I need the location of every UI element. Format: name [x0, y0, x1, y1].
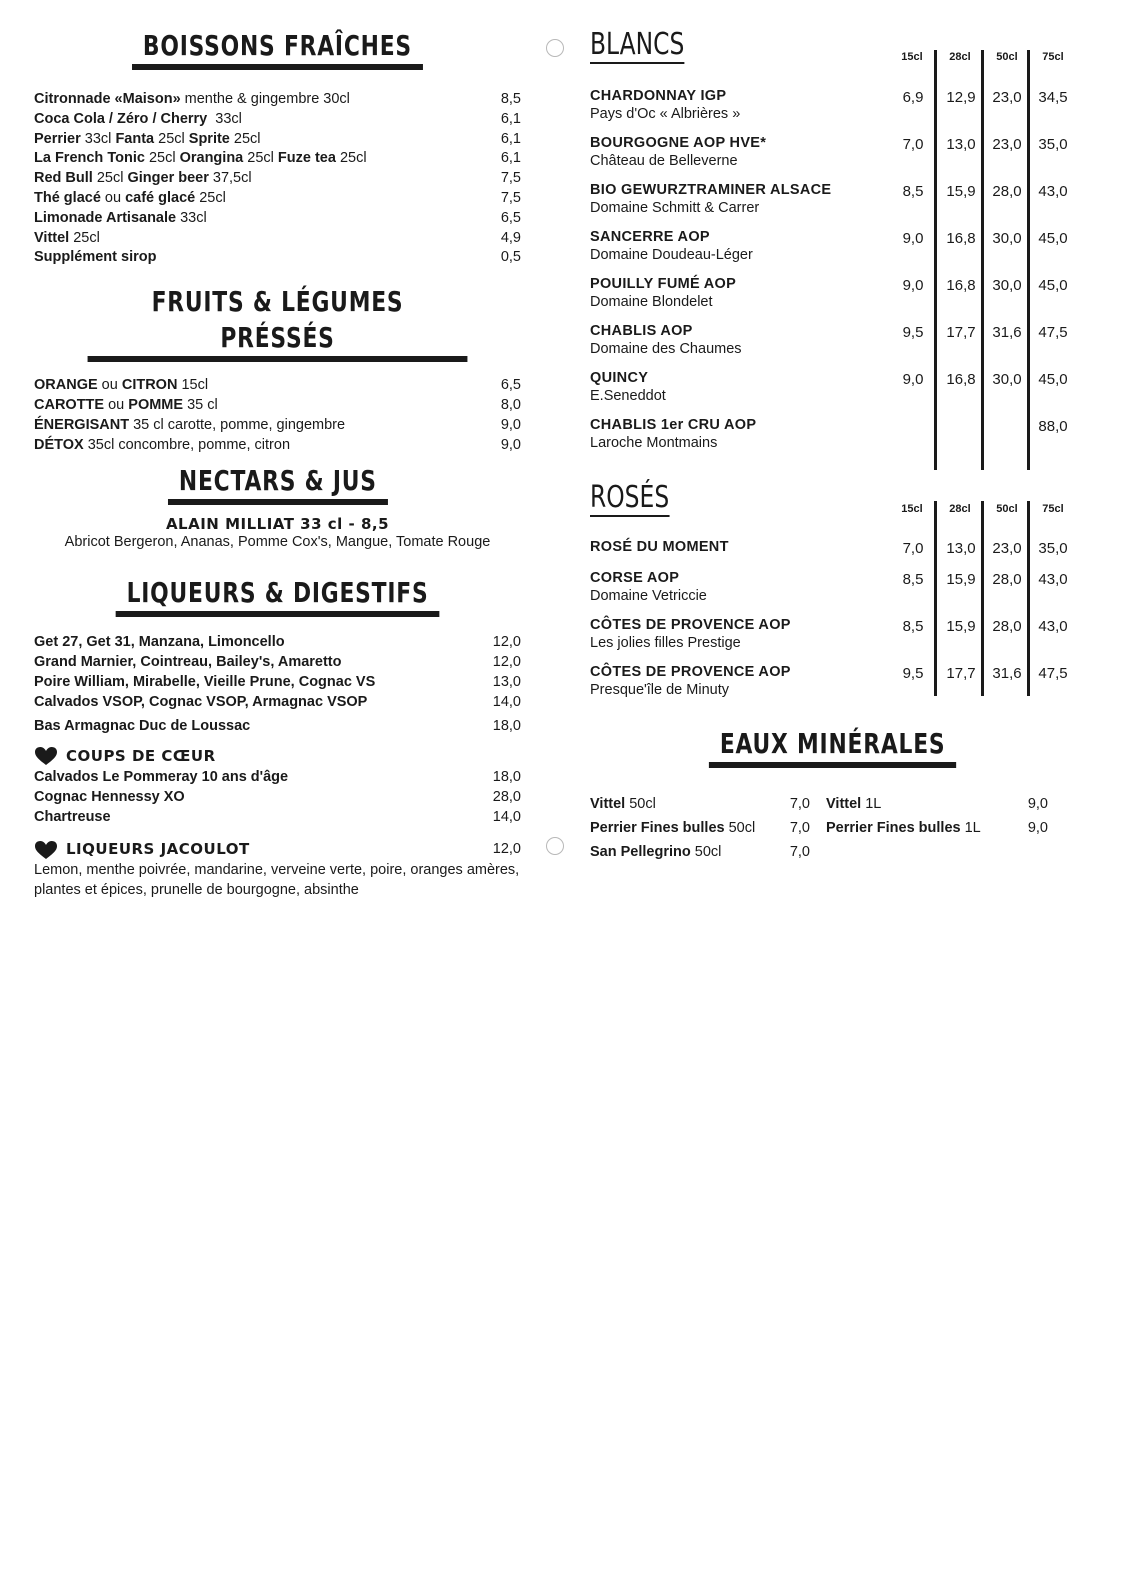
heart-icon [34, 746, 58, 766]
wine-name: ROSÉ DU MOMENT [590, 539, 729, 555]
nectars-block [34, 515, 521, 551]
wine-price: 30,0 [992, 277, 1022, 294]
heart-icon [34, 840, 58, 860]
size-header: 28cl [949, 51, 971, 63]
wine-price: 43,0 [1038, 183, 1068, 200]
coups-de-coeur-heading: COUPS DE CŒUR [34, 746, 521, 766]
wine-price: 47,5 [1038, 665, 1068, 682]
list-item: Coca Cola / Zéro / Cherry 33cl 6,1 [34, 110, 521, 127]
wine-producer: Domaine des Chaumes [590, 341, 742, 357]
fruits-heading: FRUITS & LÉGUMES PRÉSSÉS [34, 284, 521, 362]
list-item: Cognac Hennessy XO 28,0 [34, 789, 521, 806]
wine-price: 15,9 [946, 571, 976, 588]
wine-price: 16,8 [946, 230, 976, 247]
eaux-heading: EAUX MINÉRALES [590, 726, 1076, 768]
list-item: Limonade Artisanale 33cl 6,5 [34, 209, 521, 226]
wine-producer: Domaine Blondelet [590, 294, 713, 310]
list-item: Poire William, Mirabelle, Vieille Prune, Cognac VS 13,0 [34, 673, 521, 690]
wine-price: 34,5 [1038, 89, 1068, 106]
wine-producer: Les jolies filles Prestige [590, 635, 741, 651]
wine-price: 47,5 [1038, 324, 1068, 341]
wine-price: 23,0 [992, 540, 1022, 557]
left-column [34, 28, 521, 900]
size-header: 15cl [901, 503, 923, 515]
coups-list [34, 768, 521, 827]
roses-heading: ROSÉS [590, 480, 670, 515]
size-header: 75cl [1042, 503, 1064, 515]
wine-producer: E.Seneddot [590, 388, 666, 404]
wine-price: 8,5 [902, 571, 924, 588]
boissons-list [34, 90, 521, 268]
wine-row [590, 539, 1080, 570]
wine-price: 35,0 [1038, 540, 1068, 557]
wine-row [590, 229, 1080, 276]
nectars-flavours: Abricot Bergeron, Ananas, Pomme Cox's, Mangue, Tomate Rouge [64, 534, 491, 551]
wine-price: 35,0 [1038, 136, 1068, 153]
wine-producer: Presque'île de Minuty [590, 682, 729, 698]
wine-price: 16,8 [946, 371, 976, 388]
wine-row [590, 88, 1080, 135]
wine-row [590, 135, 1080, 182]
wine-price: 15,9 [946, 183, 976, 200]
list-item: Calvados Le Pommeray 10 ans d'âge 18,0 [34, 769, 521, 786]
wine-price: 6,9 [902, 89, 924, 106]
list-item: CAROTTE ou POMME 35 cl 8,0 [34, 396, 521, 413]
list-item: DÉTOX 35cl concombre, pomme, citron 9,0 [34, 436, 521, 453]
wine-row [590, 570, 1080, 617]
wine-producer: Pays d'Oc « Albrières » [590, 106, 741, 122]
size-header: 50cl [996, 503, 1018, 515]
wine-price: 28,0 [992, 183, 1022, 200]
liqueurs-heading: LIQUEURS & DIGESTIFS [34, 575, 521, 617]
wine-price: 31,6 [992, 324, 1022, 341]
wine-producer: Domaine Vetriccie [590, 588, 707, 604]
blancs-list [590, 88, 1080, 464]
roses-list [590, 539, 1080, 711]
wine-price: 8,5 [902, 183, 924, 200]
wine-price: 43,0 [1038, 618, 1068, 635]
wine-name: CORSE AOP [590, 570, 680, 586]
wine-price: 9,0 [902, 371, 924, 388]
wine-producer: Domaine Doudeau-Léger [590, 247, 753, 263]
list-item: Grand Marnier, Cointreau, Bailey's, Amaretto 12,0 [34, 654, 521, 671]
binder-hole-top [546, 39, 564, 57]
wine-price: 7,0 [902, 136, 924, 153]
wine-name: CHARDONNAY IGP [590, 88, 727, 104]
blancs-section [590, 28, 1080, 458]
wine-price: 8,5 [902, 618, 924, 635]
wine-producer: Laroche Montmains [590, 435, 718, 451]
wine-name: CÔTES DE PROVENCE AOP [590, 617, 791, 633]
size-header: 28cl [949, 503, 971, 515]
wine-price: 23,0 [992, 89, 1022, 106]
list-item: ORANGE ou CITRON 15cl 6,5 [34, 377, 521, 394]
list-item: ÉNERGISANT 35 cl carotte, pomme, gingembre 9,0 [34, 416, 521, 433]
wine-name: BIO GEWURZTRAMINER ALSACE [590, 182, 832, 198]
size-header: 15cl [901, 51, 923, 63]
list-item: Chartreuse 14,0 [34, 808, 521, 825]
blancs-heading: BLANCS [590, 27, 685, 62]
binder-hole-bottom [546, 837, 564, 855]
list-item: Vittel 50cl 7,0 [590, 796, 810, 812]
wine-price: 45,0 [1038, 277, 1068, 294]
wine-price: 15,9 [946, 618, 976, 635]
wine-price: 13,0 [946, 540, 976, 557]
wine-price: 9,0 [902, 277, 924, 294]
roses-section [590, 481, 1080, 721]
wine-row [590, 617, 1080, 664]
wine-price: 45,0 [1038, 230, 1068, 247]
list-item: Get 27, Get 31, Manzana, Limoncello 12,0 [34, 634, 521, 651]
wine-row [590, 417, 1080, 464]
wine-name: BOURGOGNE AOP HVE* [590, 135, 767, 151]
wine-price: 17,7 [946, 324, 976, 341]
jacoulot-heading: LIQUEURS JACOULOT 12,0 [34, 840, 521, 860]
wine-price: 9,0 [902, 230, 924, 247]
wine-row [590, 276, 1080, 323]
wine-price: 43,0 [1038, 571, 1068, 588]
wine-producer: Château de Belleverne [590, 153, 738, 169]
right-column [590, 28, 1080, 872]
list-item: Perrier Fines bulles 1L 9,0 [826, 820, 1048, 836]
size-header: 75cl [1042, 51, 1064, 63]
wine-price: 12,9 [946, 89, 976, 106]
size-header: 50cl [996, 51, 1018, 63]
wine-price: 31,6 [992, 665, 1022, 682]
nectars-brand: ALAIN MILLIAT 33 cl - 8,5 [165, 515, 390, 534]
list-item: Citronnade «Maison» menthe & gingembre 30cl 8,5 [34, 91, 521, 107]
list-item: Bas Armagnac Duc de Loussac 18,0 [34, 717, 521, 734]
wine-row [590, 323, 1080, 370]
wine-price: 7,0 [902, 540, 924, 557]
wine-name: CÔTES DE PROVENCE AOP [590, 664, 791, 680]
wine-price: 23,0 [992, 136, 1022, 153]
list-item: Perrier 33cl Fanta 25cl Sprite 25cl 6,1 [34, 130, 521, 147]
wine-price: 13,0 [946, 136, 976, 153]
wine-price: 17,7 [946, 665, 976, 682]
wine-row [590, 182, 1080, 229]
wine-row [590, 664, 1080, 711]
list-item: Supplément sirop 0,5 [34, 249, 521, 266]
eaux-list [590, 792, 1080, 872]
list-item: Vittel 25cl 4,9 [34, 229, 521, 246]
list-item: Red Bull 25cl Ginger beer 37,5cl 7,5 [34, 170, 521, 187]
wine-price: 45,0 [1038, 371, 1068, 388]
fruits-list [34, 376, 521, 455]
wine-price: 30,0 [992, 371, 1022, 388]
wine-name: CHABLIS 1er CRU AOP [590, 417, 757, 433]
liqueurs-list [34, 633, 521, 736]
wine-name: QUINCY [590, 370, 649, 386]
wine-price: 28,0 [992, 571, 1022, 588]
wine-name: CHABLIS AOP [590, 323, 693, 339]
wine-price: 88,0 [1038, 418, 1068, 435]
nectars-heading: NECTARS & JUS [34, 463, 521, 505]
wine-price: 30,0 [992, 230, 1022, 247]
wine-price: 16,8 [946, 277, 976, 294]
jacoulot-description: Lemon, menthe poivrée, mandarine, verveine verte, poire, oranges amères, plantes et épices, prunelle de bourgogne, absinthe [34, 861, 520, 898]
wine-price: 9,5 [902, 665, 924, 682]
list-item: La French Tonic 25cl Orangina 25cl Fuze tea 25cl 6,1 [34, 150, 521, 167]
wine-name: SANCERRE AOP [590, 229, 710, 245]
wine-name: POUILLY FUMÉ AOP [590, 276, 737, 292]
wine-price: 28,0 [992, 618, 1022, 635]
list-item: Thé glacé ou café glacé 25cl 7,5 [34, 189, 521, 206]
list-item: Perrier Fines bulles 50cl 7,0 [590, 820, 810, 836]
list-item: San Pellegrino 50cl 7,0 [590, 844, 810, 860]
boissons-heading: BOISSONS FRAÎCHES [34, 28, 521, 70]
list-item: Vittel 1L 9,0 [826, 796, 1048, 812]
wine-price: 9,5 [902, 324, 924, 341]
wine-row [590, 370, 1080, 417]
wine-producer: Domaine Schmitt & Carrer [590, 200, 760, 216]
list-item: Calvados VSOP, Cognac VSOP, Armagnac VSOP 14,0 [34, 693, 521, 710]
